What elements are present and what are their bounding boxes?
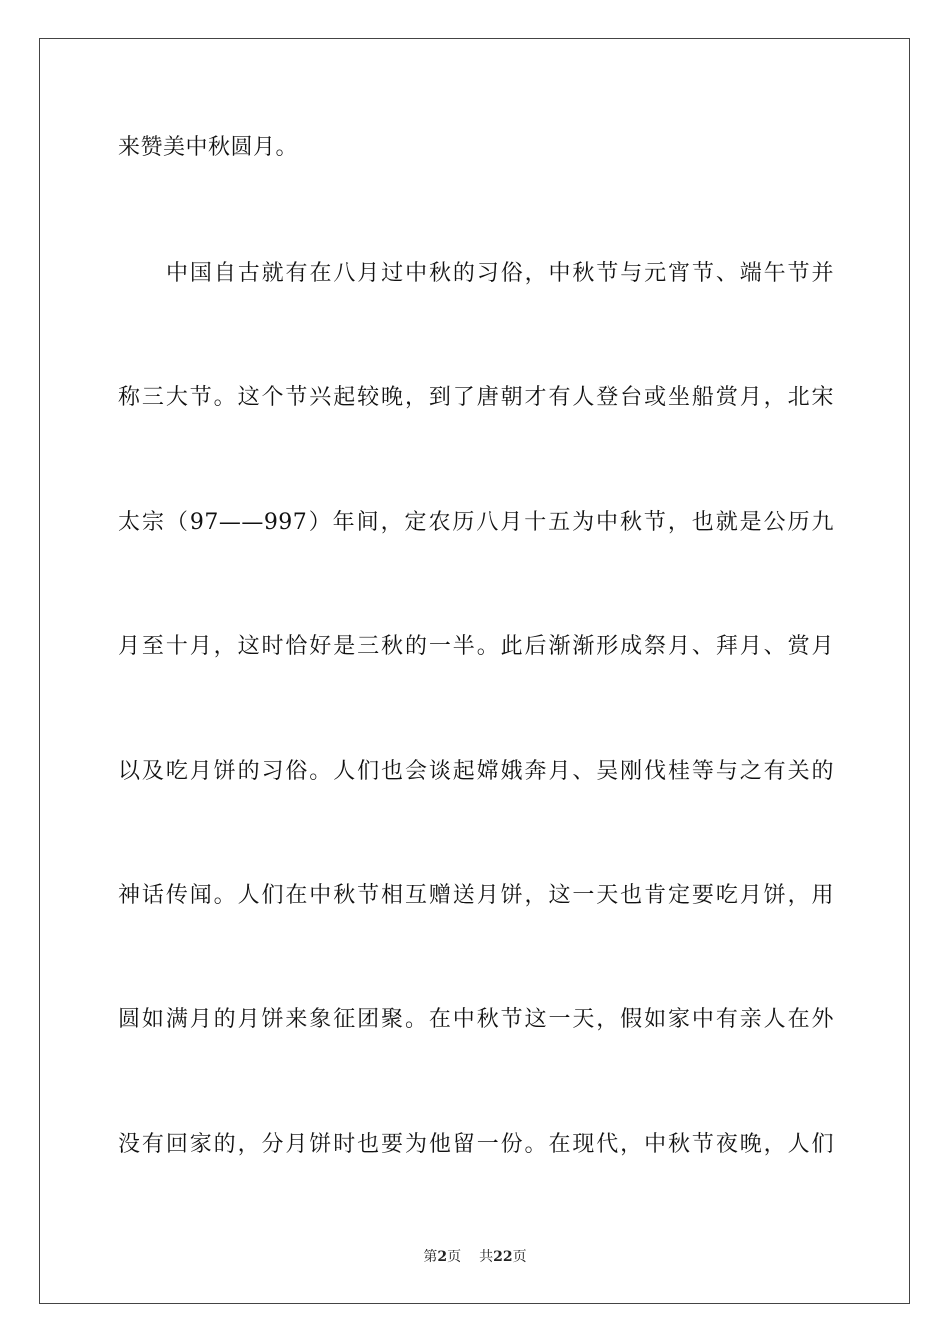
- total-prefix: 共: [479, 1249, 494, 1265]
- text-line-2: 中国自古就有在八月过中秋的习俗，中秋节与元宵节、端午节并: [166, 261, 834, 286]
- text-line-9: 没有回家的，分月饼时也要为他留一份。在现代，中秋节夜晚，人们: [118, 1132, 834, 1157]
- total-suffix: 页: [512, 1249, 527, 1265]
- page-footer: [0, 1248, 950, 1266]
- page-number: 2: [437, 1249, 448, 1265]
- total-pages: 22: [493, 1249, 513, 1265]
- text-line-1: 来赞美中秋圆月。: [118, 135, 299, 160]
- page-prefix: 第: [423, 1249, 438, 1265]
- text-line-3: 称三大节。这个节兴起较晚，到了唐朝才有人登台或坐船赏月，北宋: [118, 385, 834, 410]
- text-line-5: 月至十月，这时恰好是三秋的一半。此后渐渐形成祭月、拜月、赏月: [118, 634, 834, 659]
- text-line-6: 以及吃月饼的习俗。人们也会谈起嫦娥奔月、吴刚伐桂等与之有关的: [118, 759, 834, 784]
- page-border: [39, 38, 910, 1304]
- text-line-7: 神话传闻。人们在中秋节相互赠送月饼，这一天也肯定要吃月饼，用: [118, 883, 834, 908]
- text-line-8: 圆如满月的月饼来象征团聚。在中秋节这一天，假如家中有亲人在外: [118, 1007, 834, 1032]
- page-suffix: 页: [447, 1249, 462, 1265]
- text-line-4: 太宗（97——997）年间，定农历八月十五为中秋节，也就是公历九: [118, 510, 834, 535]
